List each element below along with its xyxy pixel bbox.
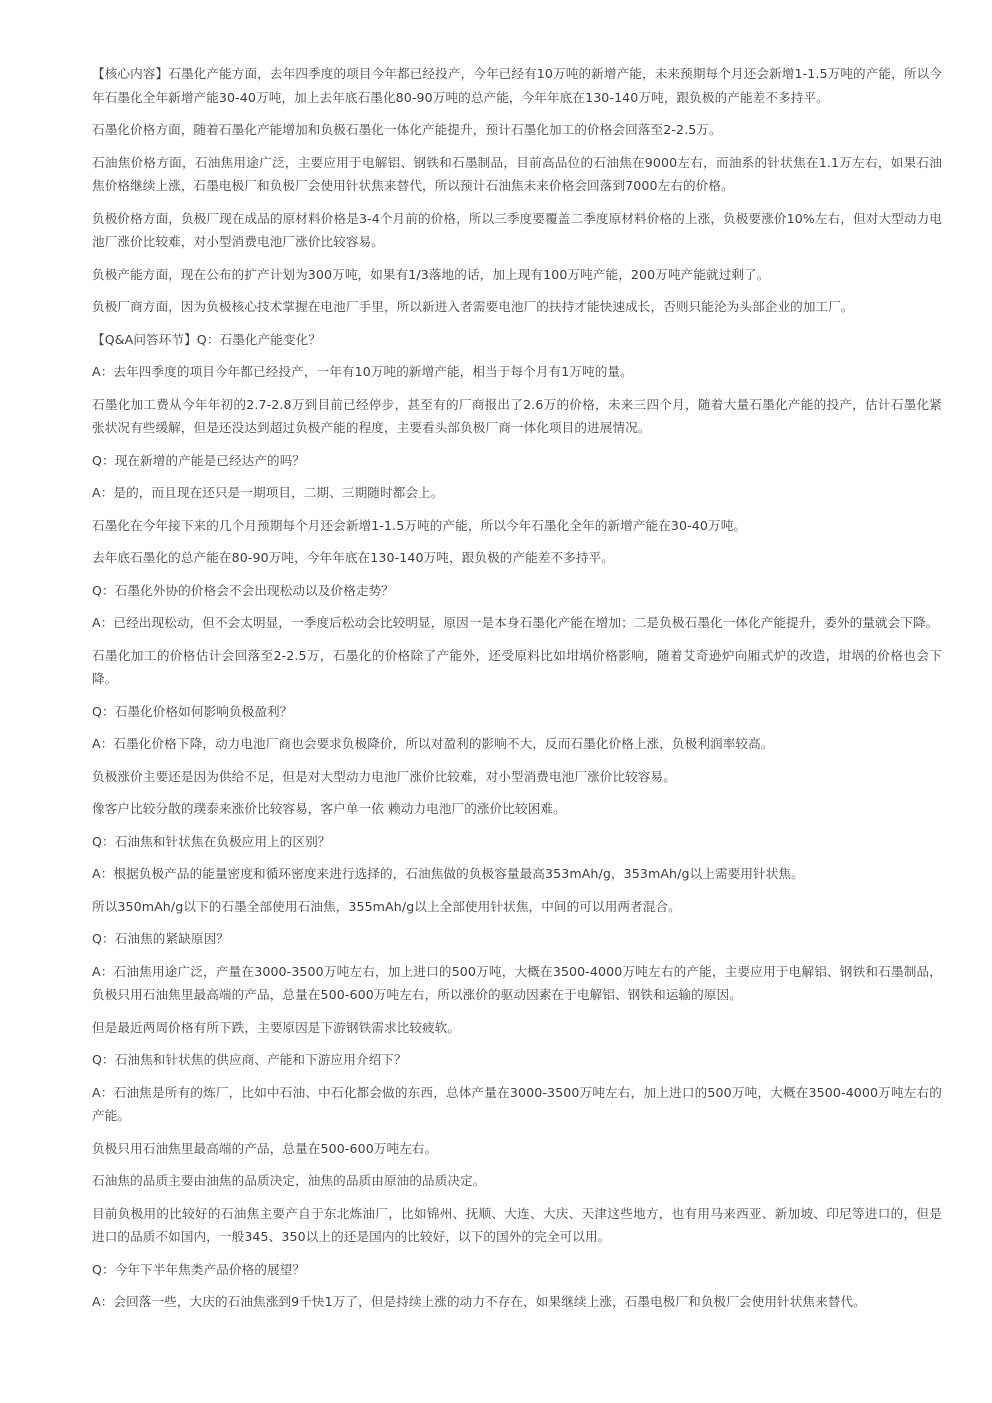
paragraph: 负极只用石油焦里最高端的产品，总量在500-600万吨左右。	[92, 1140, 438, 1156]
paragraph: A：会回落一些，大庆的石油焦涨到9千快1万了，但是持续上涨的动力不存在，如果继续上涨，石墨电极厂和负极厂会使用针状焦来替代。	[92, 1294, 866, 1309]
paragraph: Q：石墨化价格如何影响负极盈利？	[92, 703, 293, 719]
paragraph: 石油焦价格方面，石油焦用途广泛，主要应用于电解铝、钢铁和石墨制品，目前高品位的石油焦在9000左右，而油系的针状焦在1.1万左右，如果石油焦价格继续上涨，石墨电极厂和负极厂会使用针状焦来替代，所以预计石油焦未来价格会回落到7000左右的价格。	[92, 154, 942, 193]
paragraph: Q：石墨化外协的价格会不会出现松动以及价格走势？	[92, 582, 394, 598]
paragraph: Q：现在新增的产能是已经达产的吗？	[92, 452, 306, 468]
paragraph: A：石油焦用途广泛，产量在3000-3500万吨左右，加上进口的500万吨，大概在3500-4000万吨左右的产能，主要应用于电解铝、钢铁和石墨制品，负极只用石油焦里最高端的产品，总量在500-600万吨左右，所以涨价的驱动因素在于电解铝、钢铁和运输的原因。	[92, 963, 942, 1002]
paragraph: Q：石油焦和针状焦的供应商、产能和下游应用介绍下？	[92, 1052, 407, 1067]
paragraph: 像客户比较分散的璞泰来涨价比较容易，客户单一依 赖动力电池厂的涨价比较困难。	[92, 801, 566, 816]
paragraph: 去年底石墨化的总产能在80-90万吨，今年年底在130-140万吨，跟负极的产能差不多持平。	[92, 550, 615, 565]
paragraph: 目前负极用的比较好的石油焦主要产自于东北炼油厂，比如锦州、抚顺、大连、大庆、天津这些地方，也有用马来西亚、新加坡、印尼等进口的，但是进口的品质不如国内，一般345、350以上的还是国内的比较好，以下的国外的完全可以用。	[92, 1205, 942, 1244]
paragraph: 石墨化价格方面，随着石墨化产能增加和负极石墨化一体化产能提升，预计石墨化加工的价格会回落至2-2.5万。	[92, 122, 722, 137]
paragraph: 负极涨价主要还是因为供给不足，但是对大型动力电池厂涨价比较难，对小型消费电池厂涨价比较容易。	[92, 768, 676, 784]
paragraph: A：根据负极产品的能量密度和循环密度来进行选择的，石油焦做的负极容量最高353mAh/g，353mAh/g以上需要用针状焦。	[92, 866, 804, 881]
paragraph: A：是的，而且现在还只是一期项目，二期、三期随时都会上。	[92, 485, 444, 500]
paragraph: Q：石油焦的紧缺原因？	[92, 931, 229, 946]
paragraph: 石油焦的品质主要由油焦的品质决定，油焦的品质由原油的品质决定。	[92, 1173, 486, 1188]
paragraph: 但是最近两周价格有所下跌，主要原因是下游钢铁需求比较疲软。	[92, 1019, 461, 1035]
paragraph: 石墨化加工的价格估计会回落至2-2.5万，石墨化的价格除了产能外，还受原料比如坩埚价格影响，随着艾奇逊炉向厢式炉的改造，坩埚的价格也会下降。	[92, 647, 942, 686]
paragraph: 负极厂商方面，因为负极核心技术掌握在电池厂手里，所以新进入者需要电池厂的扶持才能快速成长，否则只能沦为头部企业的加工厂。	[92, 299, 854, 314]
paragraph: A：已经出现松动，但不会太明显，一季度后松动会比较明显，原因一是本身石墨化产能在增加；二是负极石墨化一体化产能提升，委外的量就会下降。	[92, 615, 939, 630]
paragraph: Q：石油焦和针状焦在负极应用上的区别？	[92, 833, 331, 849]
paragraph: A：去年四季度的项目今年都已经投产，一年有10万吨的新增产能，相当于每个月有1万吨的量。	[92, 364, 633, 379]
paragraph: 【Q&A问答环节】Q：石墨化产能变化？	[92, 331, 322, 347]
paragraph: 石墨化加工费从今年年初的2.7-2.8万到目前已经停步，甚至有的厂商报出了2.6万的价格，未来三四个月，随着大量石墨化产能的投产，估计石墨化紧张状况有些缓解，但是还没达到超过负极产能的程度，主要看头部负极厂商一体化项目的进展情况。	[92, 396, 942, 435]
paragraph: A：石墨化价格下降，动力电池厂商也会要求负极降价，所以对盈利的影响不大，反而石墨化价格上涨，负极利润率较高。	[92, 736, 774, 751]
paragraph: Q：今年下半年焦类产品价格的展望？	[92, 1261, 306, 1277]
paragraph: 所以350mAh/g以下的石墨全部使用石油焦，355mAh/g以上全部使用针状焦，中间的可以用两者混合。	[92, 898, 681, 914]
paragraph: 负极产能方面，现在公布的扩产计划为300万吨，如果有1/3落地的话，加上现有100万吨产能，200万吨产能就过剩了。	[92, 266, 770, 282]
paragraph: 【核心内容】石墨化产能方面，去年四季度的项目今年都已经投产，今年已经有10万吨的新增产能，未来预期每个月还会新增1-1.5万吨的产能，所以今年石墨化全年新增产能30-40万吨，加上去年底石墨化80-90万吨的总产能，今年年底在130-140万吨，跟负极的产能差不多持平。	[92, 66, 942, 105]
paragraph: 石墨化在今年接下来的几个月预期每个月还会新增1-1.5万吨的产能，所以今年石墨化全年的新增产能在30-40万吨。	[92, 517, 747, 533]
paragraph: 负极价格方面，负极厂现在成品的原材料价格是3-4个月前的价格，所以三季度要覆盖二季度原材料价格的上涨，负极要涨价10%左右，但对大型动力电池厂涨价比较难，对小型消费电池厂涨价比较容易。	[92, 210, 942, 249]
paragraph: A：石油焦是所有的炼厂，比如中石油、中石化都会做的东西，总体产量在3000-3500万吨左右，加上进口的500万吨，大概在3500-4000万吨左右的产能。	[92, 1084, 942, 1123]
document-body	[92, 62, 942, 1323]
